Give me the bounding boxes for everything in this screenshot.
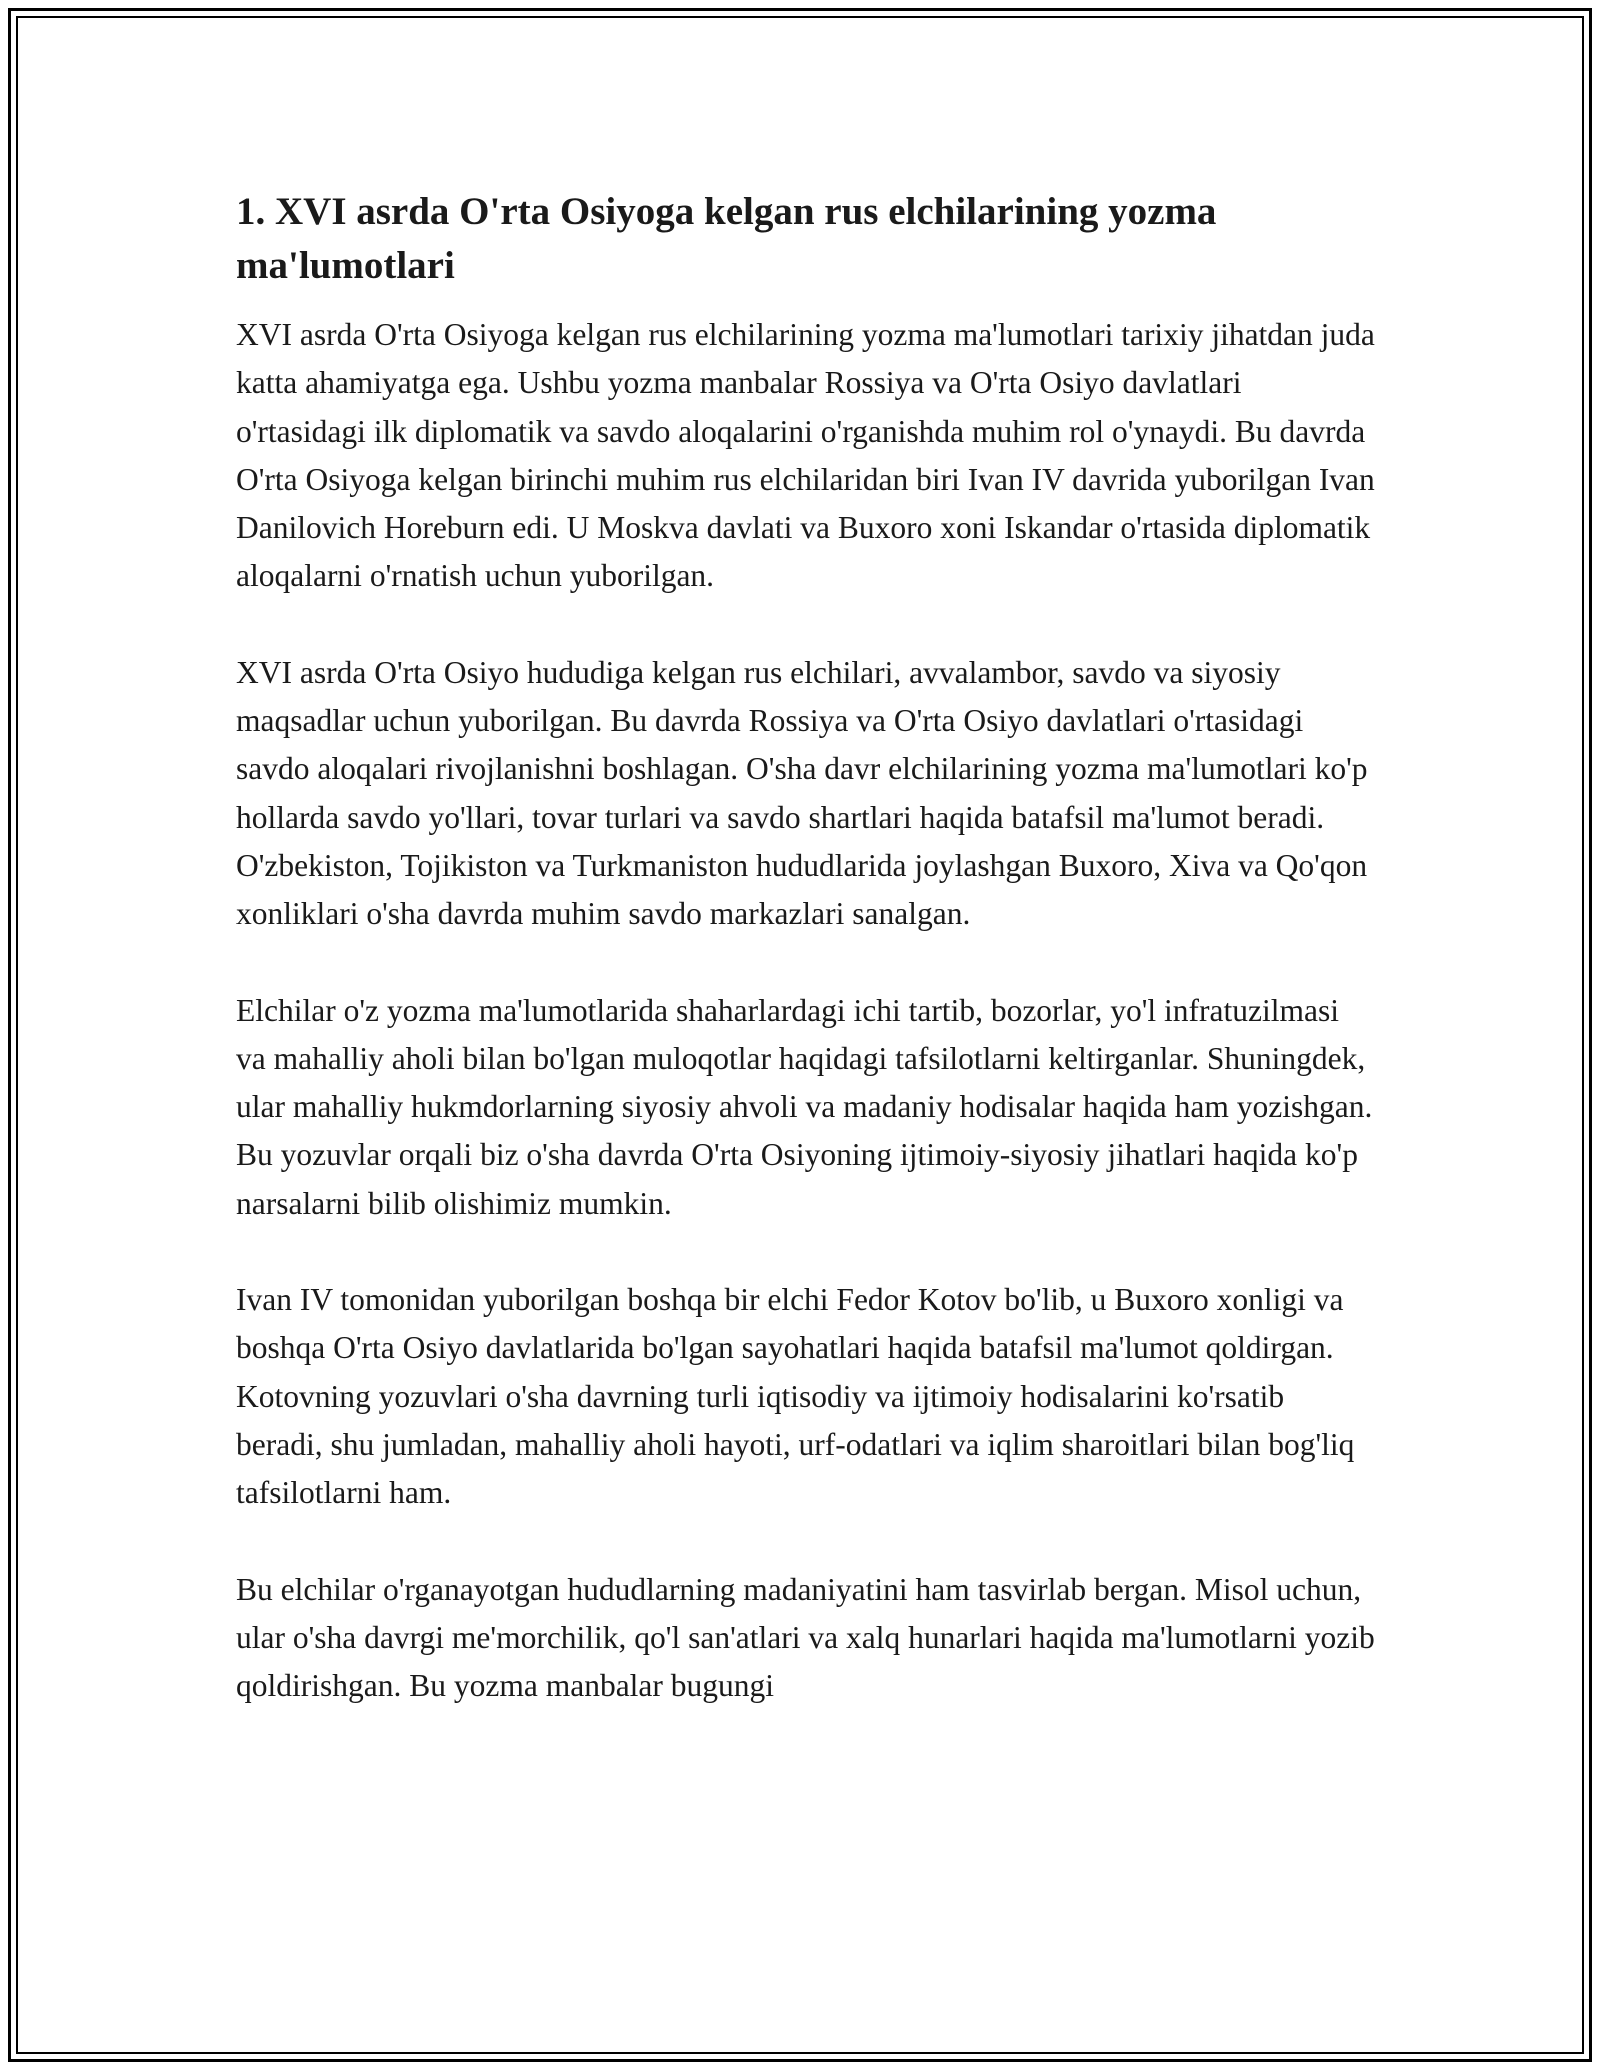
paragraph-3: Elchilar o'z yozma ma'lumotlarida shaharlardagi ichi tartib, bozorlar, yo'l infratuzilmasi va mahalliy aholi bilan bo'lgan muloqotlar haqidagi tafsilotlarni keltirganlar. Shuningdek, ular mahalliy hukmdorlarning siyosiy ahvoli va madaniy hodisalar haqida ham yozishgan. Bu yozuvlar orqali biz o'sha davrda O'rta Osiyoning ijtimoiy-siyosiy jihatlari haqida ko'p narsalarni bilib olishimiz mumkin. <box>236 992 1373 1221</box>
document-body <box>236 185 1376 1758</box>
paragraph-5: Bu elchilar o'rganayotgan hududlarning madaniyatini ham tasvirlab bergan. Misol uchun, ular o'sha davrgi me'morchilik, qo'l san'atlari va xalq hunarlari haqida ma'lumotlarni yozib qoldirishgan. Bu yozma manbalar bugungi <box>236 1571 1375 1704</box>
paragraph-2: XVI asrda O'rta Osiyo hududiga kelgan rus elchilari, avvalambor, savdo va siyosiy maqsadlar uchun yuborilgan. Bu davrda Rossiya va O'rta Osiyo davlatlari o'rtasidagi savdo aloqalari rivojlanishni boshlagan. O'sha davr elchilarining yozma ma'lumotlari ko'p hollarda savdo yo'llari, tovar turlari va savdo shartlari haqida batafsil ma'lumot beradi. O'zbekiston, Tojikiston va Turkmaniston hududlarida joylashgan Buxoro, Xiva va Qo'qon xonliklari o'sha davrda muhim savdo markazlari sanalgan. <box>236 654 1368 932</box>
paragraph-4: Ivan IV tomonidan yuborilgan boshqa bir elchi Fedor Kotov bo'lib, u Buxoro xonligi va boshqa O'rta Osiyo davlatlarida bo'lgan sayohatlari haqida batafsil ma'lumot qoldirgan. Kotovning yozuvlari o'sha davrning turli iqtisodiy va ijtimoiy hodisalarini ko'rsatib beradi, shu jumladan, mahalliy aholi hayoti, urf-odatlari va iqlim sharoitlari bilan bog'liq tafsilotlarni ham. <box>236 1282 1355 1511</box>
paragraph-1: XVI asrda O'rta Osiyoga kelgan rus elchilarining yozma ma'lumotlari tarixiy jihatdan juda katta ahamiyatga ega. Ushbu yozma manbalar Rossiya va O'rta Osiyo davlatlari o'rtasidagi ilk diplomatik va savdo aloqalarini o'rganishda muhim rol o'ynaydi. Bu davrda O'rta Osiyoga kelgan birinchi muhim rus elchilaridan biri Ivan IV davrida yuborilgan Ivan Danilovich Horeburn edi. U Moskva davlati va Buxoro xoni Iskandar o'rtasida diplomatik aloqalarni o'rnatish uchun yuborilgan. <box>236 317 1375 594</box>
section-heading: 1. XVI asrda O'rta Osiyoga kelgan rus elchilarining yozma ma'lumotlari <box>236 190 1217 287</box>
